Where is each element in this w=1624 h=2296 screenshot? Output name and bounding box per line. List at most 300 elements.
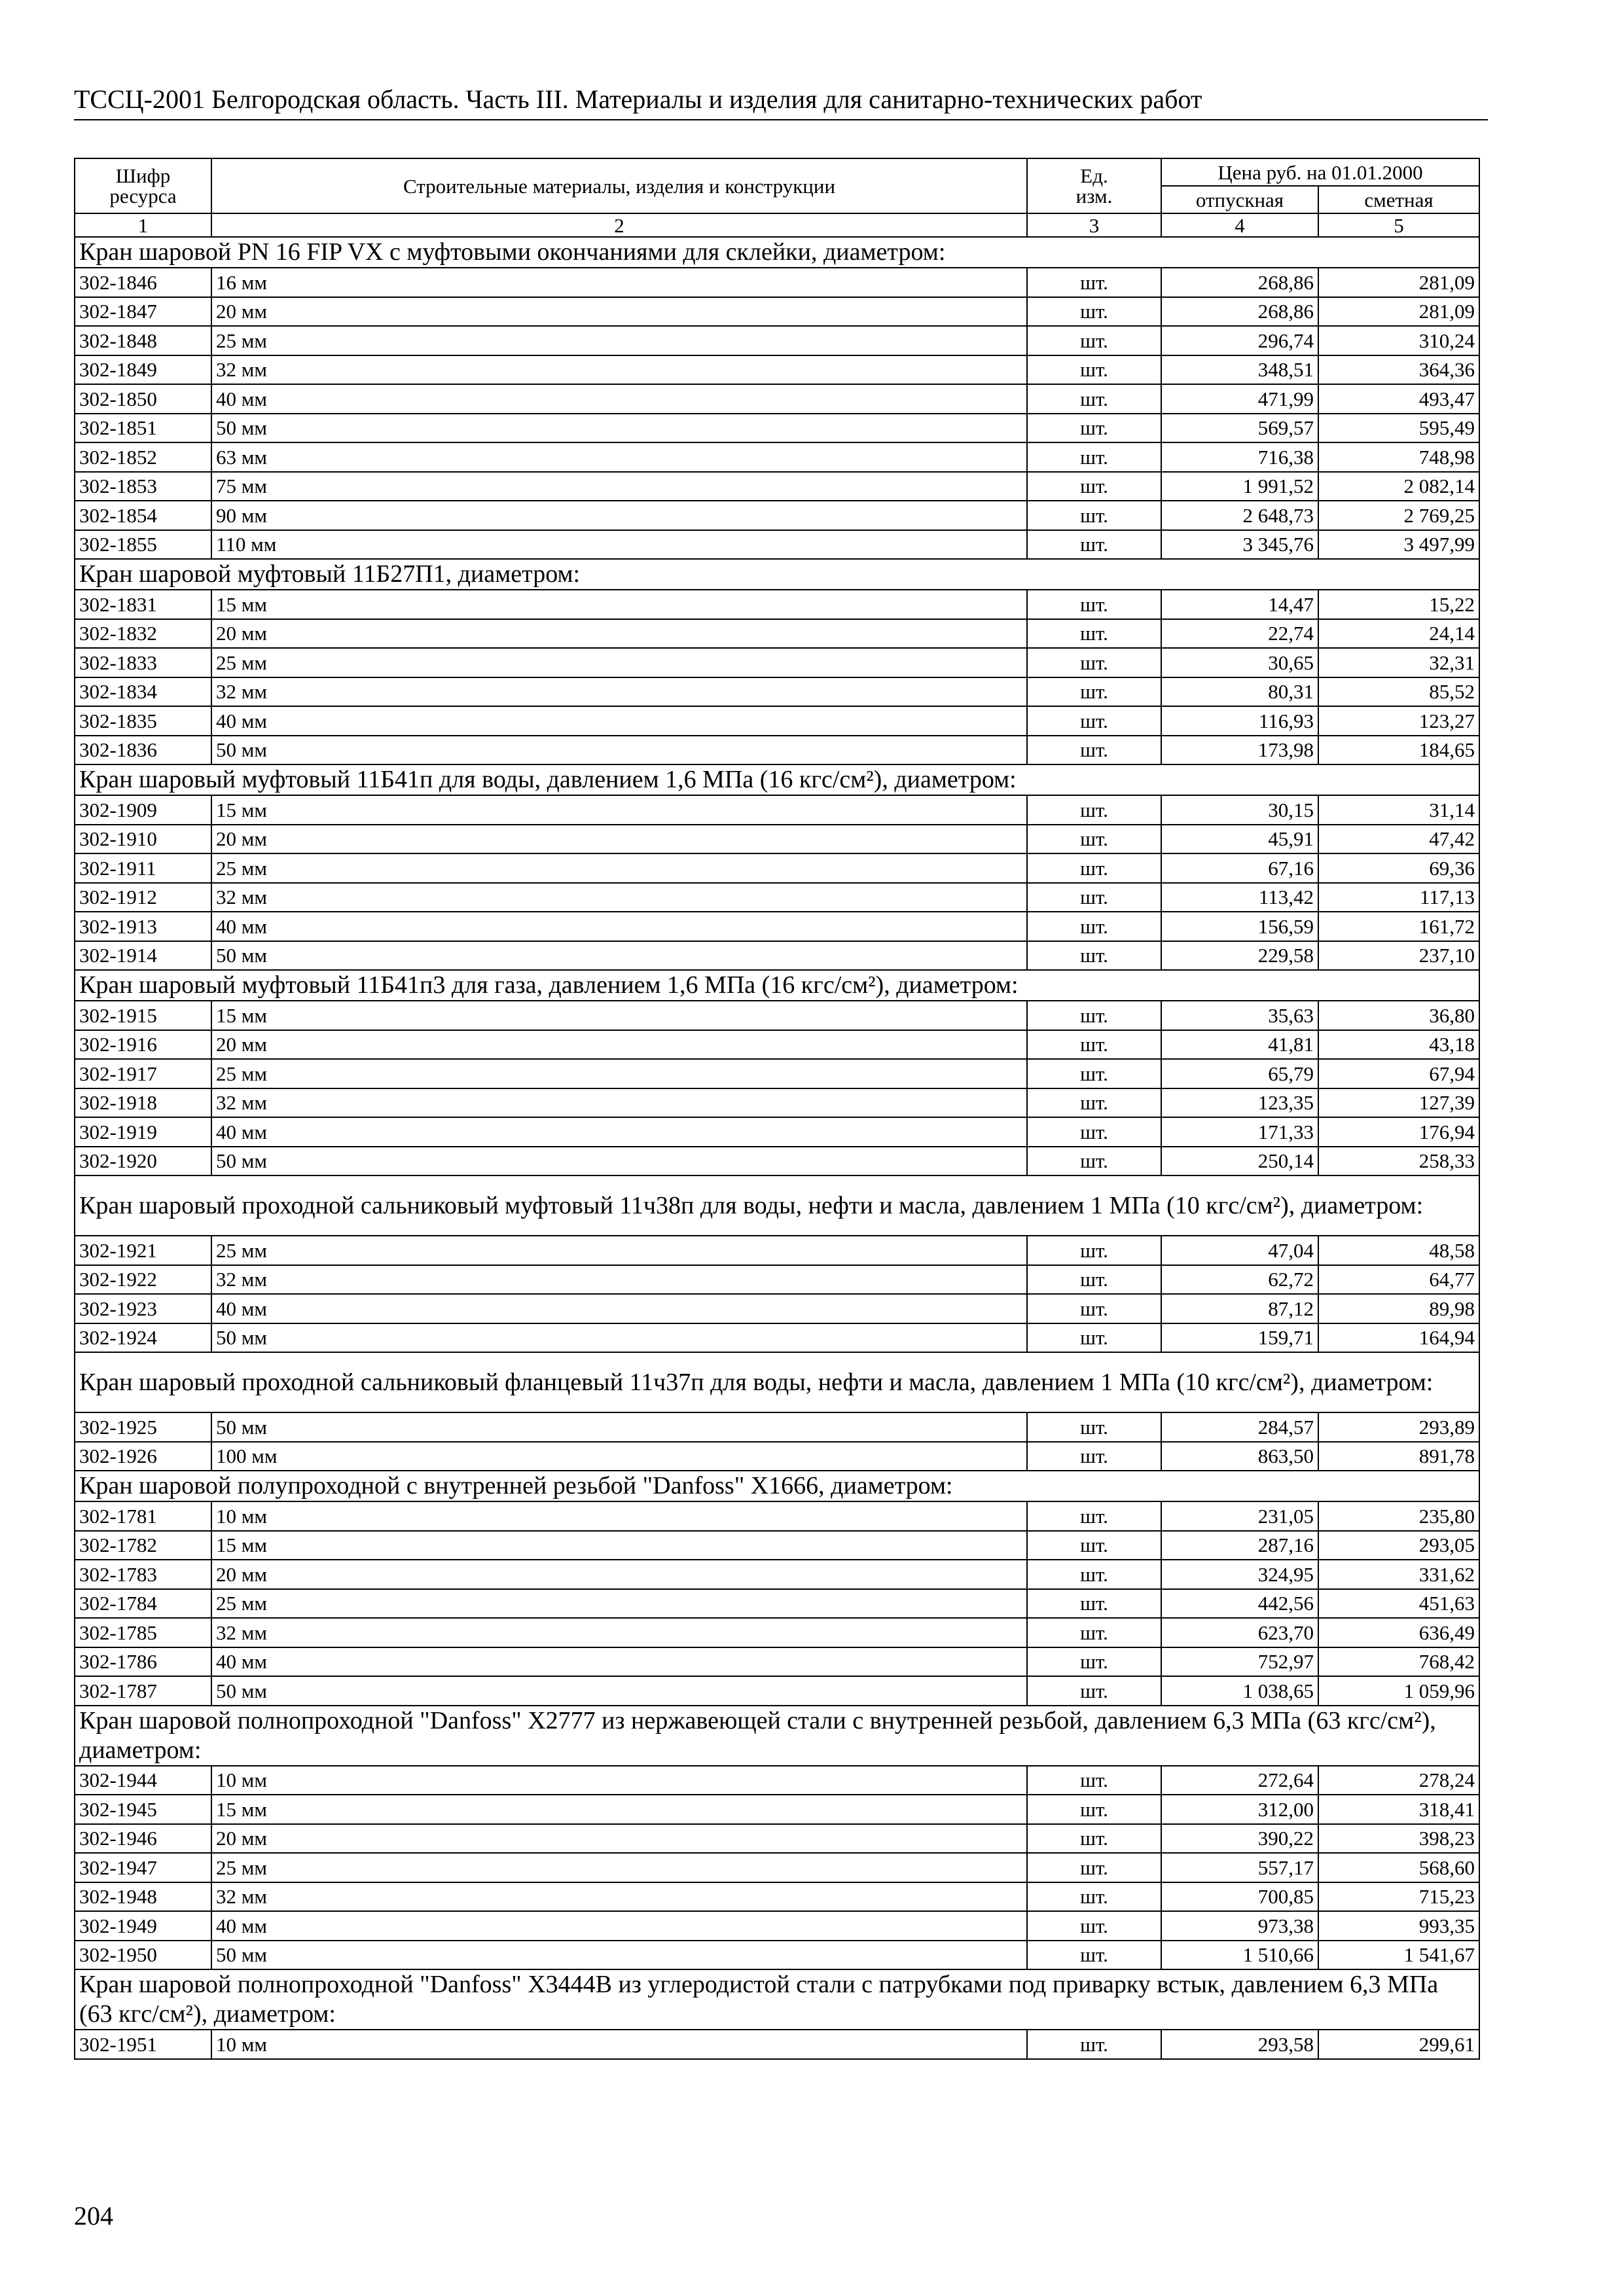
estimate-price-cell: 748,98 (1318, 442, 1479, 472)
release-price-cell: 287,16 (1161, 1531, 1318, 1560)
estimate-price-cell: 451,63 (1318, 1589, 1479, 1619)
resource-code-cell: 302-1924 (75, 1323, 211, 1353)
diameter-cell: 40 мм (211, 706, 1027, 736)
section-title: Кран шаровой PN 16 FIP VX с муфтовыми окончаниями для склейки, диаметром: (75, 237, 1479, 268)
unit-cell: шт. (1027, 1824, 1161, 1854)
unit-cell: шт. (1027, 1088, 1161, 1118)
diameter-cell: 25 мм (211, 1236, 1027, 1265)
section-header-row (75, 764, 1479, 795)
diameter-cell: 25 мм (211, 1589, 1027, 1619)
resource-code-cell: 302-1909 (75, 795, 211, 825)
release-price-cell: 752,97 (1161, 1647, 1318, 1677)
table-row (75, 472, 1479, 501)
resource-code-cell: 302-1911 (75, 853, 211, 883)
unit-cell: шт. (1027, 1882, 1161, 1912)
header-code-line2: ресурса (109, 185, 177, 207)
release-price-cell: 116,93 (1161, 706, 1318, 736)
diameter-cell: 20 мм (211, 1560, 1027, 1589)
table-row (75, 1442, 1479, 1471)
table-row (75, 268, 1479, 297)
estimate-price-cell: 281,09 (1318, 268, 1479, 297)
table-row (75, 1236, 1479, 1265)
table-row (75, 355, 1479, 385)
diameter-cell: 40 мм (211, 1911, 1027, 1941)
resource-code-cell: 302-1910 (75, 825, 211, 854)
diameter-cell: 50 мм (211, 1676, 1027, 1706)
release-price-cell: 700,85 (1161, 1882, 1318, 1912)
table-row (75, 297, 1479, 327)
resource-code-cell: 302-1916 (75, 1030, 211, 1060)
resource-code-cell: 302-1945 (75, 1795, 211, 1824)
resource-code-cell: 302-1781 (75, 1501, 211, 1531)
section-header-row (75, 1471, 1479, 1501)
unit-cell: шт. (1027, 883, 1161, 912)
unit-cell: шт. (1027, 1147, 1161, 1176)
estimate-price-cell: 2 082,14 (1318, 472, 1479, 501)
estimate-price-cell: 299,61 (1318, 2030, 1479, 2059)
release-price-cell: 250,14 (1161, 1147, 1318, 1176)
column-number: 1 (75, 213, 211, 237)
table-row (75, 1030, 1479, 1060)
price-table (74, 158, 1480, 2060)
resource-code-cell: 302-1848 (75, 326, 211, 355)
table-row (75, 736, 1479, 765)
header-release-price: отпускная (1161, 186, 1318, 213)
estimate-price-cell: 1 541,67 (1318, 1941, 1479, 1970)
estimate-price-cell: 3 497,99 (1318, 530, 1479, 560)
release-price-cell: 80,31 (1161, 677, 1318, 707)
header-unit-line1: Ед. (1080, 164, 1108, 187)
section-title: Кран шаровой полнопроходной "Danfoss" X3444B из углеродистой стали с патрубками под приварку встык, давлением 6,3 МПа (63 кгс/см²), диаметром: (75, 1969, 1479, 2030)
estimate-price-cell: 2 769,25 (1318, 501, 1479, 530)
table-header-row (75, 158, 1479, 186)
release-price-cell: 1 038,65 (1161, 1676, 1318, 1706)
table-row (75, 1001, 1479, 1030)
diameter-cell: 32 мм (211, 677, 1027, 707)
diameter-cell: 75 мм (211, 472, 1027, 501)
column-number: 5 (1318, 213, 1479, 237)
estimate-price-cell: 161,72 (1318, 912, 1479, 941)
diameter-cell: 15 мм (211, 1531, 1027, 1560)
unit-cell: шт. (1027, 1560, 1161, 1589)
diameter-cell: 50 мм (211, 1323, 1027, 1353)
section-header-row (75, 559, 1479, 590)
table-row (75, 1795, 1479, 1824)
unit-cell: шт. (1027, 619, 1161, 649)
unit-cell: шт. (1027, 1618, 1161, 1647)
section-header-row (75, 1352, 1479, 1412)
release-price-cell: 471,99 (1161, 384, 1318, 414)
table-row (75, 501, 1479, 530)
unit-cell: шт. (1027, 677, 1161, 707)
release-price-cell: 171,33 (1161, 1117, 1318, 1147)
release-price-cell: 113,42 (1161, 883, 1318, 912)
diameter-cell: 50 мм (211, 414, 1027, 443)
resource-code-cell: 302-1914 (75, 941, 211, 971)
resource-code-cell: 302-1851 (75, 414, 211, 443)
estimate-price-cell: 67,94 (1318, 1059, 1479, 1088)
diameter-cell: 25 мм (211, 326, 1027, 355)
resource-code-cell: 302-1783 (75, 1560, 211, 1589)
estimate-price-cell: 768,42 (1318, 1647, 1479, 1677)
estimate-price-cell: 493,47 (1318, 384, 1479, 414)
section-header-row (75, 1706, 1479, 1766)
unit-cell: шт. (1027, 912, 1161, 941)
table-row (75, 1265, 1479, 1295)
release-price-cell: 62,72 (1161, 1265, 1318, 1295)
diameter-cell: 50 мм (211, 1412, 1027, 1442)
unit-cell: шт. (1027, 297, 1161, 327)
table-row (75, 1824, 1479, 1854)
unit-cell: шт. (1027, 2030, 1161, 2059)
table-row (75, 1589, 1479, 1619)
resource-code-cell: 302-1921 (75, 1236, 211, 1265)
diameter-cell: 50 мм (211, 1941, 1027, 1970)
resource-code-cell: 302-1918 (75, 1088, 211, 1118)
release-price-cell: 623,70 (1161, 1618, 1318, 1647)
resource-code-cell: 302-1947 (75, 1853, 211, 1882)
section-title: Кран шаровый проходной сальниковый фланцевый 11ч37п для воды, нефти и масла, давлением 1 МПа (10 кгс/см²), диаметром: (75, 1352, 1479, 1412)
table-row (75, 1294, 1479, 1323)
diameter-cell: 50 мм (211, 941, 1027, 971)
resource-code-cell: 302-1831 (75, 590, 211, 619)
unit-cell: шт. (1027, 442, 1161, 472)
unit-cell: шт. (1027, 530, 1161, 560)
section-header-row (75, 237, 1479, 268)
unit-cell: шт. (1027, 1501, 1161, 1531)
resource-code-cell: 302-1853 (75, 472, 211, 501)
diameter-cell: 25 мм (211, 1853, 1027, 1882)
table-row (75, 1088, 1479, 1118)
header-resource-code (75, 158, 211, 213)
release-price-cell: 1 510,66 (1161, 1941, 1318, 1970)
release-price-cell: 65,79 (1161, 1059, 1318, 1088)
header-price: Цена руб. на 01.01.2000 (1161, 158, 1479, 186)
estimate-price-cell: 398,23 (1318, 1824, 1479, 1854)
estimate-price-cell: 293,89 (1318, 1412, 1479, 1442)
table-row (75, 414, 1479, 443)
resource-code-cell: 302-1950 (75, 1941, 211, 1970)
resource-code-cell: 302-1850 (75, 384, 211, 414)
unit-cell: шт. (1027, 795, 1161, 825)
resource-code-cell: 302-1944 (75, 1766, 211, 1795)
estimate-price-cell: 47,42 (1318, 825, 1479, 854)
resource-code-cell: 302-1926 (75, 1442, 211, 1471)
diameter-cell: 25 мм (211, 648, 1027, 677)
unit-cell: шт. (1027, 1941, 1161, 1970)
unit-cell: шт. (1027, 706, 1161, 736)
estimate-price-cell: 281,09 (1318, 297, 1479, 327)
page-title: ТССЦ-2001 Белгородская область. Часть III. Материалы и изделия для санитарно-технических работ (74, 84, 1202, 114)
unit-cell: шт. (1027, 384, 1161, 414)
table-row (75, 883, 1479, 912)
table-row (75, 1618, 1479, 1647)
release-price-cell: 284,57 (1161, 1412, 1318, 1442)
unit-cell: шт. (1027, 355, 1161, 385)
diameter-cell: 20 мм (211, 1824, 1027, 1854)
diameter-cell: 15 мм (211, 1795, 1027, 1824)
release-price-cell: 973,38 (1161, 1911, 1318, 1941)
table-row (75, 853, 1479, 883)
estimate-price-cell: 891,78 (1318, 1442, 1479, 1471)
diameter-cell: 40 мм (211, 1647, 1027, 1677)
diameter-cell: 25 мм (211, 853, 1027, 883)
release-price-cell: 348,51 (1161, 355, 1318, 385)
estimate-price-cell: 364,36 (1318, 355, 1479, 385)
table-row (75, 1647, 1479, 1677)
estimate-price-cell: 318,41 (1318, 1795, 1479, 1824)
release-price-cell: 268,86 (1161, 297, 1318, 327)
diameter-cell: 20 мм (211, 297, 1027, 327)
table-row (75, 941, 1479, 971)
resource-code-cell: 302-1832 (75, 619, 211, 649)
table-row (75, 2030, 1479, 2059)
estimate-price-cell: 235,80 (1318, 1501, 1479, 1531)
resource-code-cell: 302-1913 (75, 912, 211, 941)
unit-cell: шт. (1027, 1766, 1161, 1795)
unit-cell: шт. (1027, 1412, 1161, 1442)
diameter-cell: 32 мм (211, 883, 1027, 912)
unit-cell: шт. (1027, 825, 1161, 854)
unit-cell: шт. (1027, 1117, 1161, 1147)
resource-code-cell: 302-1852 (75, 442, 211, 472)
release-price-cell: 47,04 (1161, 1236, 1318, 1265)
resource-code-cell: 302-1912 (75, 883, 211, 912)
estimate-price-cell: 127,39 (1318, 1088, 1479, 1118)
section-header-row (75, 1175, 1479, 1236)
release-price-cell: 272,64 (1161, 1766, 1318, 1795)
diameter-cell: 20 мм (211, 619, 1027, 649)
section-header-row (75, 1969, 1479, 2030)
diameter-cell: 32 мм (211, 1088, 1027, 1118)
header-estimate-price: сметная (1318, 186, 1479, 213)
unit-cell: шт. (1027, 1853, 1161, 1882)
unit-cell: шт. (1027, 1531, 1161, 1560)
unit-cell: шт. (1027, 1030, 1161, 1060)
estimate-price-cell: 24,14 (1318, 619, 1479, 649)
table-row (75, 1911, 1479, 1941)
header-unit (1027, 158, 1161, 213)
section-title: Кран шаровой полупроходной с внутренней резьбой "Danfoss" X1666, диаметром: (75, 1471, 1479, 1501)
table-row (75, 1882, 1479, 1912)
estimate-price-cell: 331,62 (1318, 1560, 1479, 1589)
release-price-cell: 863,50 (1161, 1442, 1318, 1471)
unit-cell: шт. (1027, 1236, 1161, 1265)
unit-cell: шт. (1027, 736, 1161, 765)
diameter-cell: 32 мм (211, 1618, 1027, 1647)
diameter-cell: 15 мм (211, 795, 1027, 825)
estimate-price-cell: 89,98 (1318, 1294, 1479, 1323)
table-row (75, 1059, 1479, 1088)
table-row (75, 384, 1479, 414)
estimate-price-cell: 184,65 (1318, 736, 1479, 765)
section-header-row (75, 970, 1479, 1001)
diameter-cell: 40 мм (211, 912, 1027, 941)
resource-code-cell: 302-1922 (75, 1265, 211, 1295)
estimate-price-cell: 595,49 (1318, 414, 1479, 443)
estimate-price-cell: 85,52 (1318, 677, 1479, 707)
table-row (75, 677, 1479, 707)
diameter-cell: 20 мм (211, 1030, 1027, 1060)
unit-cell: шт. (1027, 326, 1161, 355)
unit-cell: шт. (1027, 1676, 1161, 1706)
release-price-cell: 156,59 (1161, 912, 1318, 941)
table-row (75, 619, 1479, 649)
unit-cell: шт. (1027, 1294, 1161, 1323)
release-price-cell: 442,56 (1161, 1589, 1318, 1619)
release-price-cell: 312,00 (1161, 1795, 1318, 1824)
unit-cell: шт. (1027, 1001, 1161, 1030)
estimate-price-cell: 176,94 (1318, 1117, 1479, 1147)
estimate-price-cell: 164,94 (1318, 1323, 1479, 1353)
table-row (75, 912, 1479, 941)
unit-cell: шт. (1027, 472, 1161, 501)
table-row (75, 795, 1479, 825)
table-row (75, 1412, 1479, 1442)
estimate-price-cell: 993,35 (1318, 1911, 1479, 1941)
estimate-price-cell: 117,13 (1318, 883, 1479, 912)
diameter-cell: 100 мм (211, 1442, 1027, 1471)
diameter-cell: 16 мм (211, 268, 1027, 297)
diameter-cell: 50 мм (211, 1147, 1027, 1176)
diameter-cell: 15 мм (211, 1001, 1027, 1030)
estimate-price-cell: 36,80 (1318, 1001, 1479, 1030)
estimate-price-cell: 715,23 (1318, 1882, 1479, 1912)
table-body (75, 237, 1479, 2059)
section-title: Кран шаровый проходной сальниковый муфтовый 11ч38п для воды, нефти и масла, давлением 1 МПа (10 кгс/см²), диаметром: (75, 1175, 1479, 1236)
diameter-cell: 32 мм (211, 1265, 1027, 1295)
section-title: Кран шаровый муфтовый 11Б41п для воды, давлением 1,6 МПа (16 кгс/см²), диаметром: (75, 764, 1479, 795)
resource-code-cell: 302-1836 (75, 736, 211, 765)
table-row (75, 442, 1479, 472)
resource-code-cell: 302-1835 (75, 706, 211, 736)
table-row (75, 1323, 1479, 1353)
release-price-cell: 35,63 (1161, 1001, 1318, 1030)
unit-cell: шт. (1027, 501, 1161, 530)
release-price-cell: 1 991,52 (1161, 472, 1318, 501)
title-divider (74, 119, 1488, 120)
page-number: 204 (74, 2201, 113, 2231)
release-price-cell: 296,74 (1161, 326, 1318, 355)
unit-cell: шт. (1027, 941, 1161, 971)
diameter-cell: 32 мм (211, 355, 1027, 385)
release-price-cell: 14,47 (1161, 590, 1318, 619)
estimate-price-cell: 43,18 (1318, 1030, 1479, 1060)
unit-cell: шт. (1027, 268, 1161, 297)
estimate-price-cell: 310,24 (1318, 326, 1479, 355)
release-price-cell: 123,35 (1161, 1088, 1318, 1118)
table-row (75, 530, 1479, 560)
estimate-price-cell: 48,58 (1318, 1236, 1479, 1265)
resource-code-cell: 302-1951 (75, 2030, 211, 2059)
release-price-cell: 716,38 (1161, 442, 1318, 472)
column-number: 2 (211, 213, 1027, 237)
release-price-cell: 2 648,73 (1161, 501, 1318, 530)
resource-code-cell: 302-1917 (75, 1059, 211, 1088)
table-row (75, 1117, 1479, 1147)
diameter-cell: 40 мм (211, 384, 1027, 414)
table-row (75, 1560, 1479, 1589)
resource-code-cell: 302-1925 (75, 1412, 211, 1442)
estimate-price-cell: 1 059,96 (1318, 1676, 1479, 1706)
unit-cell: шт. (1027, 1911, 1161, 1941)
resource-code-cell: 302-1847 (75, 297, 211, 327)
estimate-price-cell: 258,33 (1318, 1147, 1479, 1176)
estimate-price-cell: 64,77 (1318, 1265, 1479, 1295)
column-number-row (75, 213, 1479, 237)
table-row (75, 825, 1479, 854)
resource-code-cell: 302-1782 (75, 1531, 211, 1560)
diameter-cell: 110 мм (211, 530, 1027, 560)
resource-code-cell: 302-1923 (75, 1294, 211, 1323)
release-price-cell: 22,74 (1161, 619, 1318, 649)
header-unit-line2: изм. (1075, 185, 1113, 207)
diameter-cell: 63 мм (211, 442, 1027, 472)
table-row (75, 1676, 1479, 1706)
resource-code-cell: 302-1787 (75, 1676, 211, 1706)
diameter-cell: 15 мм (211, 590, 1027, 619)
estimate-price-cell: 32,31 (1318, 648, 1479, 677)
table-row (75, 1853, 1479, 1882)
resource-code-cell: 302-1784 (75, 1589, 211, 1619)
estimate-price-cell: 636,49 (1318, 1618, 1479, 1647)
unit-cell: шт. (1027, 1647, 1161, 1677)
resource-code-cell: 302-1855 (75, 530, 211, 560)
table-row (75, 1147, 1479, 1176)
diameter-cell: 90 мм (211, 501, 1027, 530)
section-title: Кран шаровой полнопроходной "Danfoss" X2777 из нержавеющей стали с внутренней резьбой, давлением 6,3 МПа (63 кгс/см²), диаметром: (75, 1706, 1479, 1766)
release-price-cell: 30,65 (1161, 648, 1318, 677)
release-price-cell: 231,05 (1161, 1501, 1318, 1531)
unit-cell: шт. (1027, 1323, 1161, 1353)
diameter-cell: 10 мм (211, 1766, 1027, 1795)
release-price-cell: 159,71 (1161, 1323, 1318, 1353)
resource-code-cell: 302-1785 (75, 1618, 211, 1647)
release-price-cell: 67,16 (1161, 853, 1318, 883)
unit-cell: шт. (1027, 1442, 1161, 1471)
section-title: Кран шаровой муфтовый 11Б27П1, диаметром: (75, 559, 1479, 590)
release-price-cell: 229,58 (1161, 941, 1318, 971)
table-row (75, 1766, 1479, 1795)
unit-cell: шт. (1027, 414, 1161, 443)
resource-code-cell: 302-1834 (75, 677, 211, 707)
unit-cell: шт. (1027, 648, 1161, 677)
resource-code-cell: 302-1849 (75, 355, 211, 385)
release-price-cell: 3 345,76 (1161, 530, 1318, 560)
column-number: 3 (1027, 213, 1161, 237)
resource-code-cell: 302-1854 (75, 501, 211, 530)
diameter-cell: 10 мм (211, 1501, 1027, 1531)
column-number: 4 (1161, 213, 1318, 237)
diameter-cell: 10 мм (211, 2030, 1027, 2059)
unit-cell: шт. (1027, 853, 1161, 883)
unit-cell: шт. (1027, 1589, 1161, 1619)
table-row (75, 1501, 1479, 1531)
release-price-cell: 324,95 (1161, 1560, 1318, 1589)
estimate-price-cell: 293,05 (1318, 1531, 1479, 1560)
table-row (75, 1941, 1479, 1970)
table-row (75, 326, 1479, 355)
release-price-cell: 30,15 (1161, 795, 1318, 825)
header-code-line1: Шифр (115, 164, 171, 187)
resource-code-cell: 302-1949 (75, 1911, 211, 1941)
resource-code-cell: 302-1948 (75, 1882, 211, 1912)
unit-cell: шт. (1027, 1265, 1161, 1295)
release-price-cell: 390,22 (1161, 1824, 1318, 1854)
unit-cell: шт. (1027, 590, 1161, 619)
resource-code-cell: 302-1920 (75, 1147, 211, 1176)
estimate-price-cell: 31,14 (1318, 795, 1479, 825)
